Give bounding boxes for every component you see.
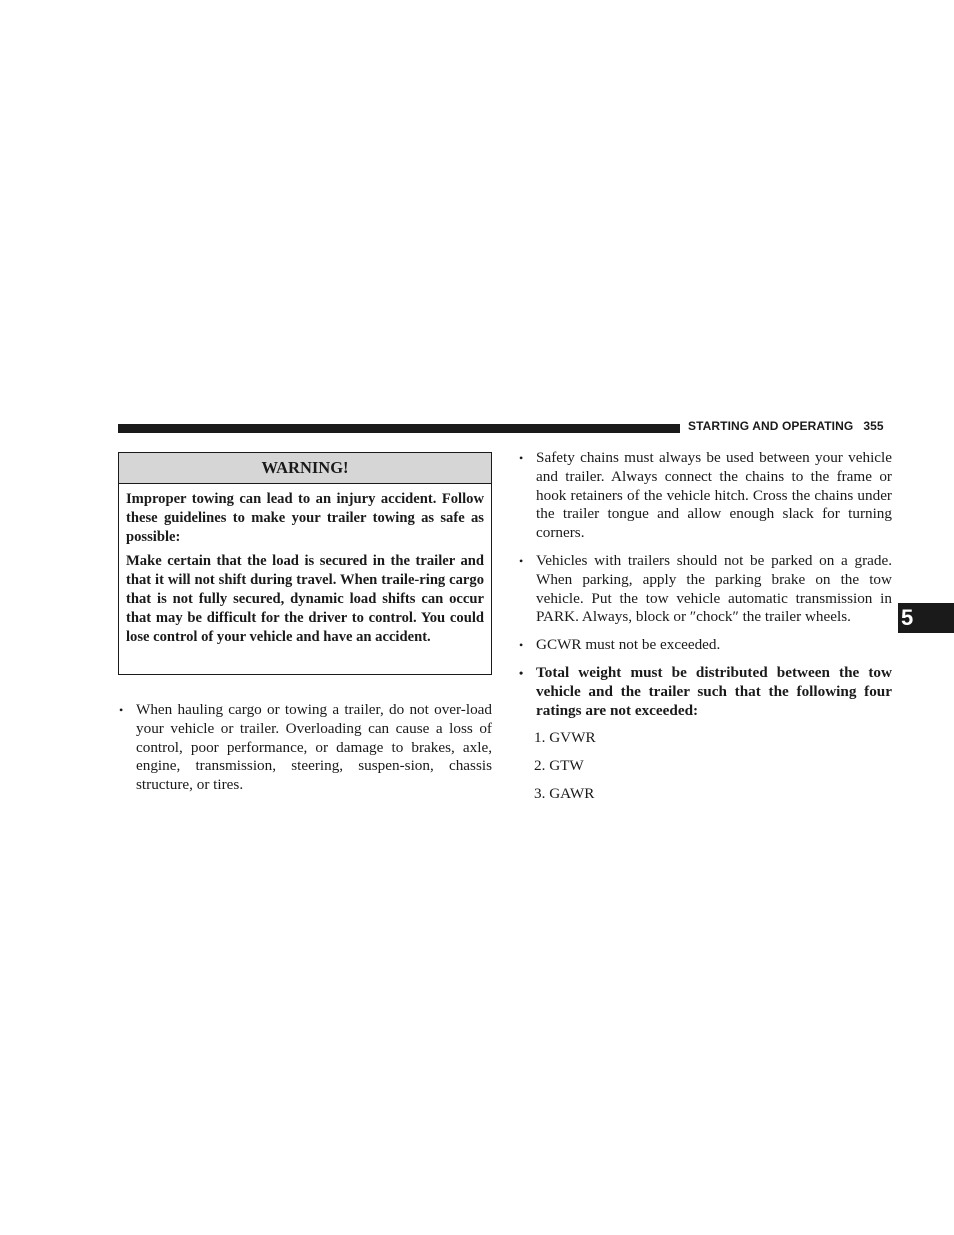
- list-item-text: Total weight must be distributed between the tow vehicle and the trailer such that the following four ratings are not exceeded:: [536, 663, 892, 719]
- bullet-icon: •: [119, 703, 124, 717]
- bullet-icon: •: [519, 451, 524, 465]
- bullet-icon: •: [519, 553, 524, 568]
- list-item-text: Safety chains must always be used between your vehicle and trailer. Always connect the chains to the frame or hook retainers of the vehicle hitch. Cross the chains under the trailer tongue and allow enough slack for turning corners.: [536, 449, 892, 542]
- list-item: [519, 449, 892, 543]
- section-title: STARTING AND OPERATING: [688, 419, 854, 433]
- list-item: [519, 636, 892, 655]
- warning-title: WARNING!: [119, 453, 491, 484]
- running-header: [688, 419, 892, 433]
- warning-body: [119, 484, 491, 646]
- left-bullet-list: [119, 701, 492, 795]
- header-rule: [118, 424, 680, 433]
- bullet-icon: •: [519, 638, 524, 653]
- right-bullet-list: [519, 449, 892, 729]
- ratings-list: [534, 729, 596, 813]
- list-item: [119, 701, 492, 795]
- warning-paragraph: Improper towing can lead to an injury accident. Follow these guidelines to make your trailer towing as safe as possible:: [126, 491, 484, 545]
- chapter-tab: 5: [898, 603, 954, 633]
- rating-item: 1. GVWR: [534, 729, 596, 746]
- list-item: [519, 552, 892, 627]
- list-item-text: GCWR must not be exceeded.: [536, 636, 721, 654]
- rating-item: 3. GAWR: [534, 784, 595, 802]
- warning-box: [118, 452, 492, 675]
- bullet-icon: •: [519, 665, 524, 680]
- list-item-text: When hauling cargo or towing a trailer, do not over-load your vehicle or trailer. Overloading can cause a loss of control, poor performance, or damage to brakes, axle, engine, transmission, steering, suspen-sion, chassis structure, or tires.: [136, 701, 492, 794]
- list-item-text: Vehicles with trailers should not be parked on a grade. When parking, apply the parking brake on the tow vehicle. Put the tow vehicle automatic transmission in PARK. Always, block or ″chock″ the trailer wheels.: [536, 551, 892, 626]
- page-number: 355: [863, 419, 884, 433]
- rating-item: 2. GTW: [534, 756, 584, 774]
- warning-paragraph: Make certain that the load is secured in the trailer and that it will not shift during travel. When traile-ring cargo that is not fully secured, dynamic load shifts can occur that may be difficult for the driver to control. You could lose control of your vehicle and have an accident.: [126, 553, 484, 645]
- list-item: [519, 664, 892, 720]
